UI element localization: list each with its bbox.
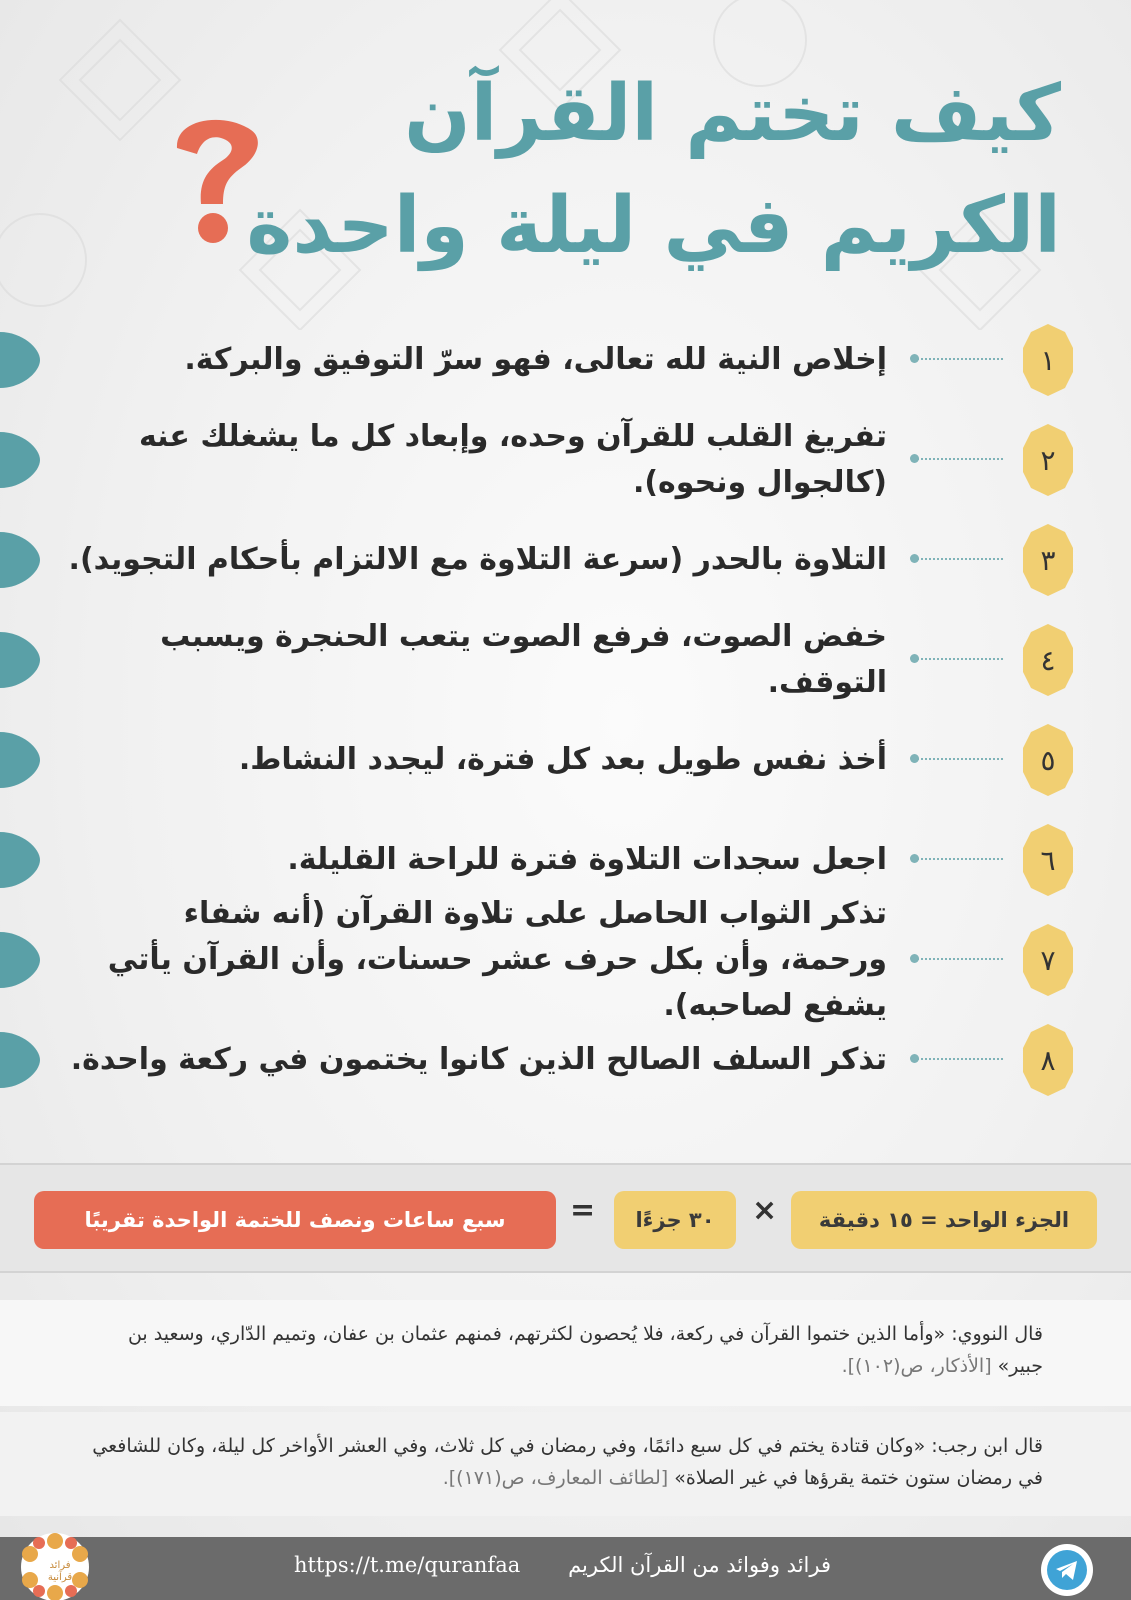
connector-dot — [910, 354, 919, 363]
edge-tab-icon — [0, 632, 40, 688]
logo-text: فرائد قرآنية — [47, 1560, 73, 1583]
quote-text: قال ابن رجب: «وكان قتادة يختم في كل سبع دائمًا، وفي رمضان في كل ثلاث، وفي العشر الأواخر كل ليلة، وكان للشافعي في رمضان ستون ختمة يقرؤها في غير الصلاة» — [92, 1435, 1043, 1489]
footer-bar — [0, 1537, 1131, 1600]
edge-tab-icon — [0, 832, 40, 888]
step-number-badge: ٧ — [1023, 924, 1073, 996]
step-text: خفض الصوت، فرفع الصوت يتعب الحنجرة ويسبب التوقف. — [160, 619, 887, 700]
step-text: التلاوة بالحدر (سرعة التلاوة مع الالتزام بأحكام التجويد). — [68, 542, 887, 577]
step-text: تذكر الثواب الحاصل على تلاوة القرآن (أنه شفاء ورحمة، وأن بكل حرف عشر حسنات، وأن القرآن يأتي يشفع لصاحبه). — [107, 896, 887, 1023]
connector-dot — [910, 654, 919, 663]
edge-tab-icon — [0, 332, 40, 388]
step-number-badge: ٨ — [1023, 1024, 1073, 1096]
step-number-badge: ٤ — [1023, 624, 1073, 696]
multiply-sign: × — [752, 1193, 778, 1228]
channel-link[interactable]: https://t.me/quranfaa — [294, 1553, 521, 1577]
part-duration-pill: الجزء الواحد = ١٥ دقيقة — [791, 1191, 1097, 1249]
title-line-1: كيف تختم القرآن — [404, 69, 1061, 159]
step-text: تذكر السلف الصالح الذين كانوا يختمون في ركعة واحدة. — [70, 1042, 887, 1077]
step-text: أخذ نفس طويل بعد كل فترة، ليجدد النشاط. — [238, 742, 887, 777]
quote-nawawi — [0, 1300, 1131, 1406]
equation-bar — [0, 1163, 1131, 1273]
dotted-connector — [913, 458, 1003, 460]
list-item — [0, 310, 1131, 410]
step-number-badge: ١ — [1023, 324, 1073, 396]
dotted-connector — [913, 658, 1003, 660]
list-item — [0, 510, 1131, 610]
edge-tab-icon — [0, 732, 40, 788]
equals-sign: = — [570, 1193, 596, 1228]
step-number-badge: ٢ — [1023, 424, 1073, 496]
channel-name: فرائد وفوائد من القرآن الكريم — [568, 1553, 831, 1577]
juz-count-pill: ٣٠ جزءًا — [614, 1191, 736, 1249]
edge-tab-icon — [0, 532, 40, 588]
edge-tab-icon — [0, 432, 40, 488]
result-pill: سبع ساعات ونصف للختمة الواحدة تقريبًا — [34, 1191, 556, 1249]
dotted-connector — [913, 558, 1003, 560]
question-mark-icon — [165, 108, 265, 248]
connector-dot — [910, 854, 919, 863]
edge-tab-icon — [0, 932, 40, 988]
dotted-connector — [913, 958, 1003, 960]
quote-text: قال النووي: «وأما الذين ختموا القرآن في ركعة، فلا يُحصون لكثرتهم، فمنهم عثمان بن عفان، وتميم الدّاري، وسعيد بن جبير» — [127, 1323, 1043, 1377]
quote-ibn-rajab — [0, 1412, 1131, 1516]
list-item — [0, 1010, 1131, 1110]
dotted-connector — [913, 358, 1003, 360]
step-text: تفريغ القلب للقرآن وحده، وإبعاد كل ما يشغلك عنه (كالجوال ونحوه). — [138, 419, 887, 500]
quote-source: [لطائف المعارف، ص(١٧١)]. — [442, 1467, 669, 1489]
connector-dot — [910, 454, 919, 463]
dotted-connector — [913, 858, 1003, 860]
title-line-2: الكريم في ليلة واحدة — [246, 181, 1061, 271]
step-text: اجعل سجدات التلاوة فترة للراحة القليلة. — [287, 842, 887, 877]
step-text: إخلاص النية لله تعالى، فهو سرّ التوفيق والبركة. — [184, 342, 887, 377]
list-item — [0, 896, 1131, 1023]
step-number-badge: ٥ — [1023, 724, 1073, 796]
step-number-badge: ٣ — [1023, 524, 1073, 596]
connector-dot — [910, 954, 919, 963]
dotted-connector — [913, 758, 1003, 760]
telegram-icon[interactable] — [1041, 1544, 1093, 1596]
connector-dot — [910, 754, 919, 763]
dotted-connector — [913, 1058, 1003, 1060]
page-title — [241, 58, 1061, 282]
step-number-badge: ٦ — [1023, 824, 1073, 896]
quote-source: [الأذكار، ص(١٠٢)]. — [841, 1355, 992, 1377]
connector-dot — [910, 554, 919, 563]
list-item — [0, 410, 1131, 510]
connector-dot — [910, 1054, 919, 1063]
edge-tab-icon — [0, 1032, 40, 1088]
list-item — [0, 710, 1131, 810]
list-item — [0, 610, 1131, 710]
